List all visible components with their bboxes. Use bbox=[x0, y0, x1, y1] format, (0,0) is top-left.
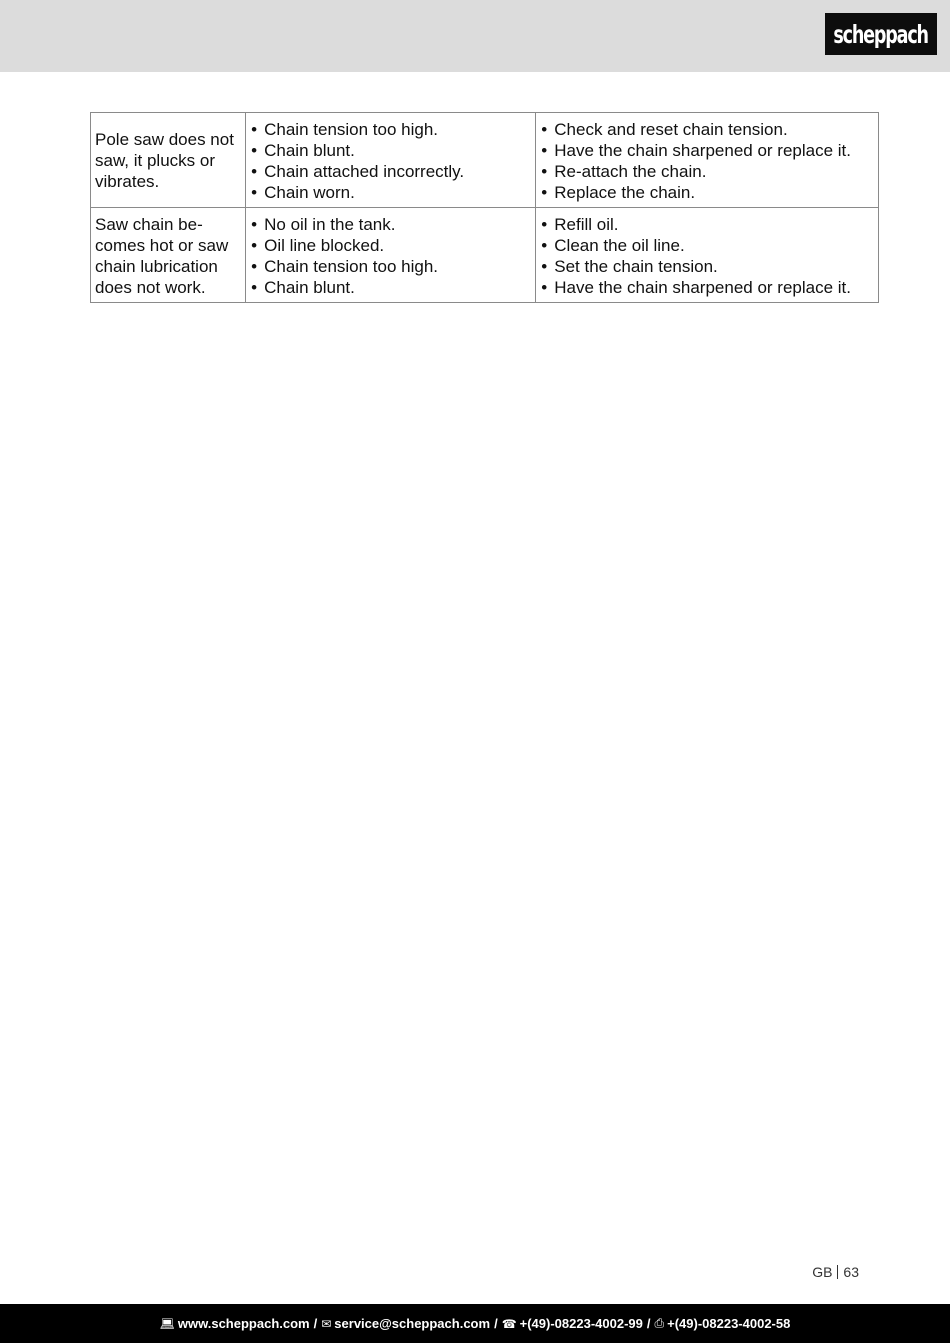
cause-list bbox=[250, 119, 531, 203]
cause-cell bbox=[246, 113, 536, 208]
cause-list bbox=[250, 214, 531, 298]
list-item: • Chain worn. bbox=[250, 182, 531, 203]
footer-email-link[interactable]: service@scheppach.com bbox=[334, 1316, 491, 1331]
remedy-list bbox=[540, 214, 874, 298]
page-lang: GB bbox=[812, 1264, 833, 1280]
page-separator bbox=[837, 1265, 838, 1279]
list-item: • Clean the oil line. bbox=[540, 235, 874, 256]
table-row bbox=[91, 113, 879, 208]
problem-cell bbox=[91, 113, 246, 208]
remedy-list bbox=[540, 119, 874, 203]
scheppach-logo bbox=[825, 13, 937, 55]
list-item: • Set the chain tension. bbox=[540, 256, 874, 277]
list-item: • No oil in the tank. bbox=[250, 214, 531, 235]
envelope-icon: ✉︎ bbox=[321, 1316, 332, 1331]
table-row bbox=[91, 208, 879, 303]
list-item: • Oil line blocked. bbox=[250, 235, 531, 256]
list-item: • Chain tension too high. bbox=[250, 256, 531, 277]
footer-fax: +(49)-08223-4002-58 bbox=[667, 1316, 791, 1331]
remedy-cell bbox=[536, 208, 879, 303]
fax-icon: ⎙︎ bbox=[654, 1316, 665, 1330]
footer-contact-bar bbox=[0, 1304, 950, 1343]
footer-phone: +(49)-08223-4002-99 bbox=[519, 1316, 643, 1331]
troubleshooting-table bbox=[90, 112, 879, 303]
list-item: • Re-attach the chain. bbox=[540, 161, 874, 182]
list-item: • Chain tension too high. bbox=[250, 119, 531, 140]
problem-text: Saw chain be-comes hot or saw chain lubrication does not work. bbox=[95, 215, 229, 297]
list-item: • Refill oil. bbox=[540, 214, 874, 235]
list-item: • Chain attached incorrectly. bbox=[250, 161, 531, 182]
list-item: • Chain blunt. bbox=[250, 140, 531, 161]
telephone-icon: ☎︎ bbox=[501, 1316, 517, 1331]
list-item: • Chain blunt. bbox=[250, 277, 531, 298]
page-number bbox=[812, 1264, 859, 1280]
computer-icon: 💻︎ bbox=[159, 1316, 175, 1331]
footer-web-link[interactable]: www.scheppach.com bbox=[177, 1316, 310, 1331]
footer-separator: / bbox=[494, 1316, 498, 1331]
problem-text: Pole saw does not saw, it plucks or vibrates. bbox=[95, 130, 234, 191]
logo-text: scheppach bbox=[833, 19, 929, 49]
remedy-cell bbox=[536, 113, 879, 208]
list-item: • Have the chain sharpened or replace it. bbox=[540, 277, 874, 298]
footer-separator: / bbox=[313, 1316, 318, 1331]
footer-separator: / bbox=[646, 1316, 651, 1331]
cause-cell bbox=[246, 208, 536, 303]
header-band bbox=[0, 0, 950, 72]
list-item: • Replace the chain. bbox=[540, 182, 874, 203]
list-item: • Check and reset chain tension. bbox=[540, 119, 874, 140]
page-number-value: 63 bbox=[843, 1264, 859, 1280]
list-item: • Have the chain sharpened or replace it. bbox=[540, 140, 874, 161]
problem-cell bbox=[91, 208, 246, 303]
